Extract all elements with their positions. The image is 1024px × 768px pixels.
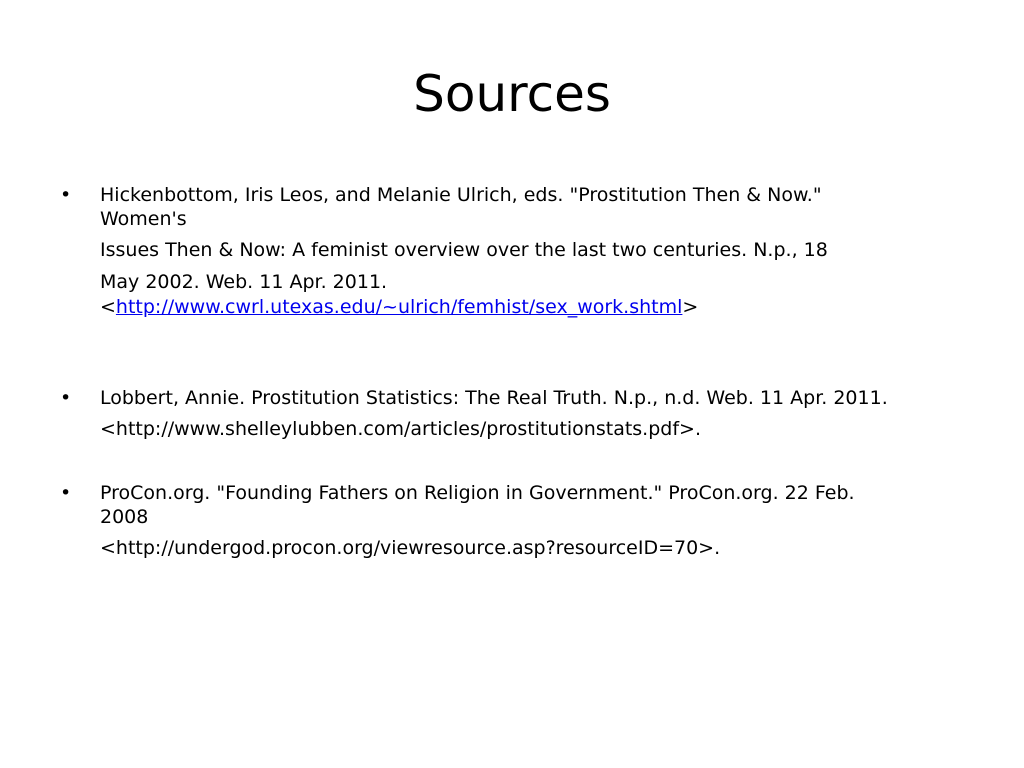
source-3-line-1: ProCon.org. "Founding Fathers on Religion in Government." ProCon.org. 22 Feb.: [100, 482, 855, 504]
url-close-bracket: >: [682, 296, 699, 318]
source-2-line-1: Lobbert, Annie. Prostitution Statistics: The Real Truth. N.p., n.d. Web. 11 Apr. 2011.: [100, 387, 888, 409]
source-1-line-2: Women's: [100, 208, 187, 230]
slide-title: Sources: [413, 65, 611, 123]
bullet-2: •: [60, 387, 72, 409]
bullet-3: •: [60, 482, 72, 504]
url-open-bracket: <: [100, 296, 116, 318]
bullet-1: •: [60, 184, 72, 206]
source-3-line-2: 2008: [100, 506, 149, 528]
source-1-line-3: Issues Then & Now: A feminist overview over the last two centuries. N.p., 18: [100, 239, 828, 261]
source-1-line-1: Hickenbottom, Iris Leos, and Melanie Ulrich, eds. "Prostitution Then & Now.": [100, 184, 822, 206]
source-1-url-line: [100, 295, 698, 319]
source-2-line-2: <http://www.shelleylubben.com/articles/prostitutionstats.pdf>.: [100, 418, 701, 440]
source-3-line-3: <http://undergod.procon.org/viewresource.asp?resourceID=70>.: [100, 537, 721, 559]
source-1-line-4: May 2002. Web. 11 Apr. 2011.: [100, 271, 388, 293]
source-1-link[interactable]: http://www.cwrl.utexas.edu/~ulrich/femhist/sex_work.shtml: [115, 296, 683, 318]
